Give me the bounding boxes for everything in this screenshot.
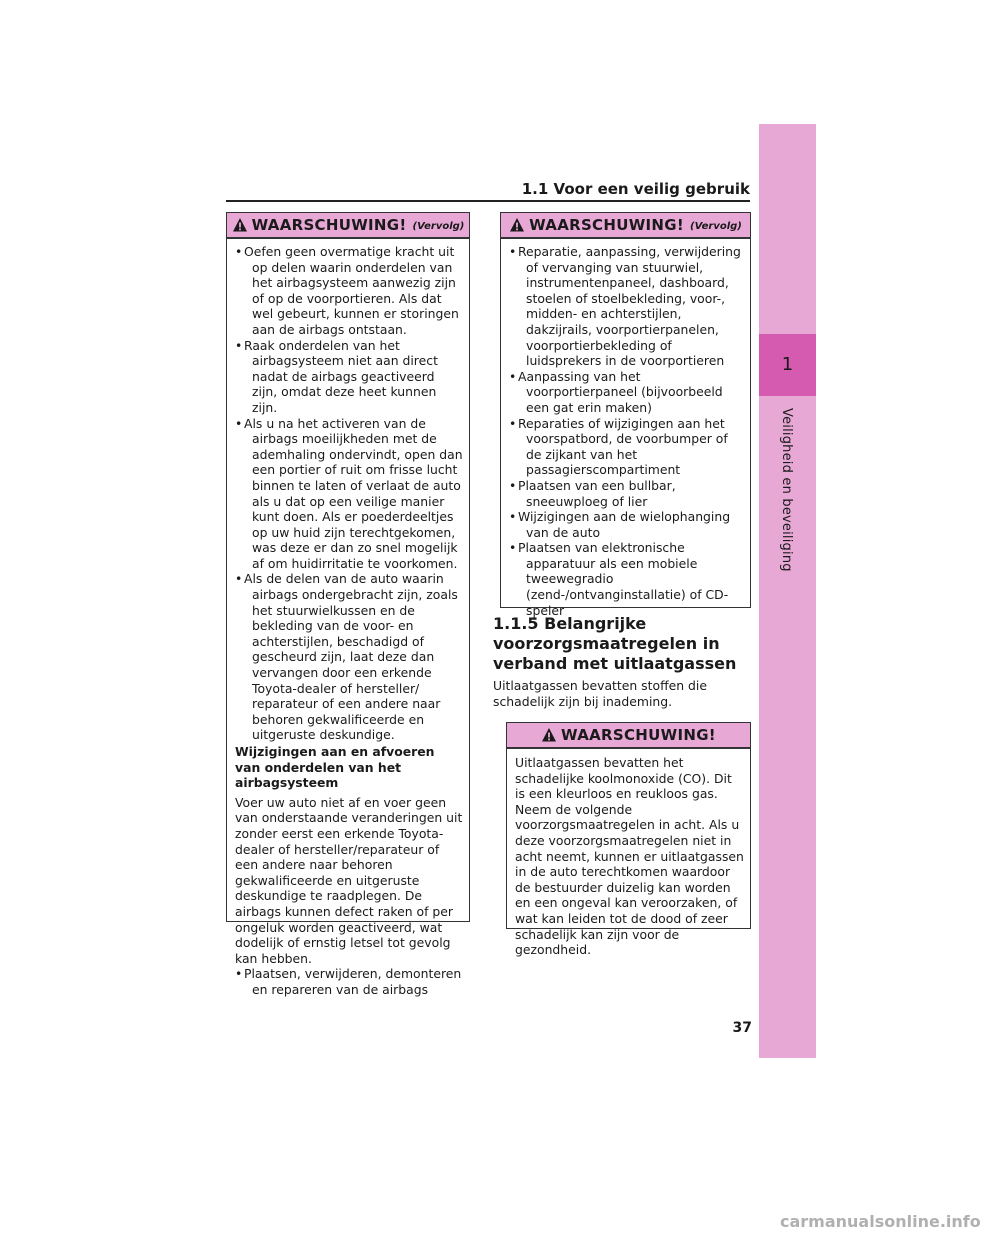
bullet-list	[509, 244, 744, 618]
chapter-number: 1	[781, 354, 794, 375]
list-item: • Plaatsen, verwijderen, demonteren en repareren van de airbags	[235, 966, 463, 997]
warning-header	[227, 213, 469, 239]
warning-box-exhaust	[506, 722, 751, 958]
page-number: 37	[732, 1020, 752, 1036]
warning-body	[227, 239, 469, 1004]
warning-header	[507, 723, 750, 749]
list-item: • Reparaties of wijzigingen aan het voorspatbord, de voorbumper of de zijkant van het passagierscompartiment	[509, 416, 744, 478]
warning-text: Uitlaatgassen bevatten het schadelijke koolmonoxide (CO). Dit is een kleurloos en reukloos gas. Neem de volgende voorzorgsmaatregelen in acht. Als u deze voorzorgsmaatregelen niet in acht neemt, kunnen er uitlaatgassen in de auto terechtkomen waardoor de bestuurder duizelig kan worden en een ongeval kan veroorzaken, of wat kan leiden tot de dood of zeer schadelijk kan zijn voor de gezondheid.	[515, 755, 744, 958]
bullet-list	[235, 966, 463, 997]
warning-header	[501, 213, 750, 239]
warning-box-left	[226, 212, 470, 997]
subheading: Wijzigingen aan en afvoeren van onderdelen van het airbagsysteem	[235, 744, 435, 791]
section-intro: Uitlaatgassen bevatten stoffen die schadelijk zijn bij inademing.	[493, 678, 707, 709]
list-item: • Plaatsen van een bullbar, sneeuwploeg of lier	[509, 478, 744, 509]
list-item: • Als de delen van de auto waarin airbags ondergebracht zijn, zoals het stuurwielkussen en de bekleding van de voor- en achterstijlen, beschadigd of gescheurd zijn, laat deze dan vervangen door een erkende Toyota-dealer of hersteller/ reparateur of een andere naar behoren gekwalificeerde en uitgeruste deskundige.	[235, 571, 463, 743]
list-item: • Reparatie, aanpassing, verwijdering of vervanging van stuurwiel, instrumentenpaneel, dashboard, stoelen of stoelbekleding, voor-, midden- en achterstijlen, dakzijrails, voorportierpanelen, voorportierbekleding of luidsprekers in de voorportieren	[509, 244, 744, 369]
chapter-label: Veiligheid en beveiliging	[779, 408, 794, 572]
list-item: • Plaatsen van elektronische apparatuur als een mobiele tweewegradio (zend-/ontvanginstallatie) of CD-speler	[509, 540, 744, 618]
warning-body	[507, 749, 750, 964]
list-item: • Raak onderdelen van het airbagsysteem niet aan direct nadat de airbags geactiveerd zijn, omdat deze heet kunnen zijn.	[235, 338, 463, 416]
header-rule	[226, 200, 750, 202]
running-header: 1.1 Voor een veilig gebruik	[521, 180, 750, 198]
warning-continued: (Vervolg)	[412, 221, 465, 232]
watermark: carmanualsonline.info	[780, 1212, 981, 1231]
warning-body	[501, 239, 750, 624]
bullet-list	[235, 244, 463, 743]
warning-continued: (Vervolg)	[690, 221, 742, 232]
warning-title: WAARSCHUWING!	[529, 216, 685, 234]
warning-icon	[541, 727, 557, 743]
warning-box-right	[500, 212, 751, 618]
paragraph: Voer uw auto niet af en voer geen van onderstaande veranderingen uit zonder eerst een erkende Toyota-dealer of hersteller/reparateur of een andere naar behoren gekwalificeerde en uitgeruste deskundige te raadplegen. De airbags kunnen defect raken of per ongeluk worden geactiveerd, wat dodelijk of ernstig letsel tot gevolg kan hebben.	[235, 794, 463, 966]
warning-icon	[232, 217, 248, 233]
list-item: • Aanpassing van het voorportierpaneel (bijvoorbeeld een gat erin maken)	[509, 369, 744, 416]
section-title: 1.1.5 Belangrijke voorzorgsmaatregelen in verband met uitlaatgassen	[493, 614, 737, 673]
chapter-tab-strip	[759, 124, 816, 1058]
warning-icon	[509, 217, 525, 233]
list-item: • Wijzigingen aan de wielophanging van de auto	[509, 509, 744, 540]
list-item: • Oefen geen overmatige kracht uit op delen waarin onderdelen van het airbagsysteem aanwezig zijn of op de voorportieren. Als dat wel gebeurt, kunnen er storingen aan de airbags ontstaan.	[235, 244, 463, 338]
warning-title: WAARSCHUWING!	[561, 726, 716, 744]
list-item: • Als u na het activeren van de airbags moeilijkheden met de ademhaling ondervindt, open dan een portier of ruit om frisse lucht binnen te laten of verlaat de auto als u dat op een veilige manier kunt doen. Als er poederdeeltjes op uw huid zijn terechtgekomen, was deze er dan zo snel mogelijk af om huidirritatie te voorkomen.	[235, 416, 463, 572]
warning-title: WAARSCHUWING!	[251, 216, 407, 234]
